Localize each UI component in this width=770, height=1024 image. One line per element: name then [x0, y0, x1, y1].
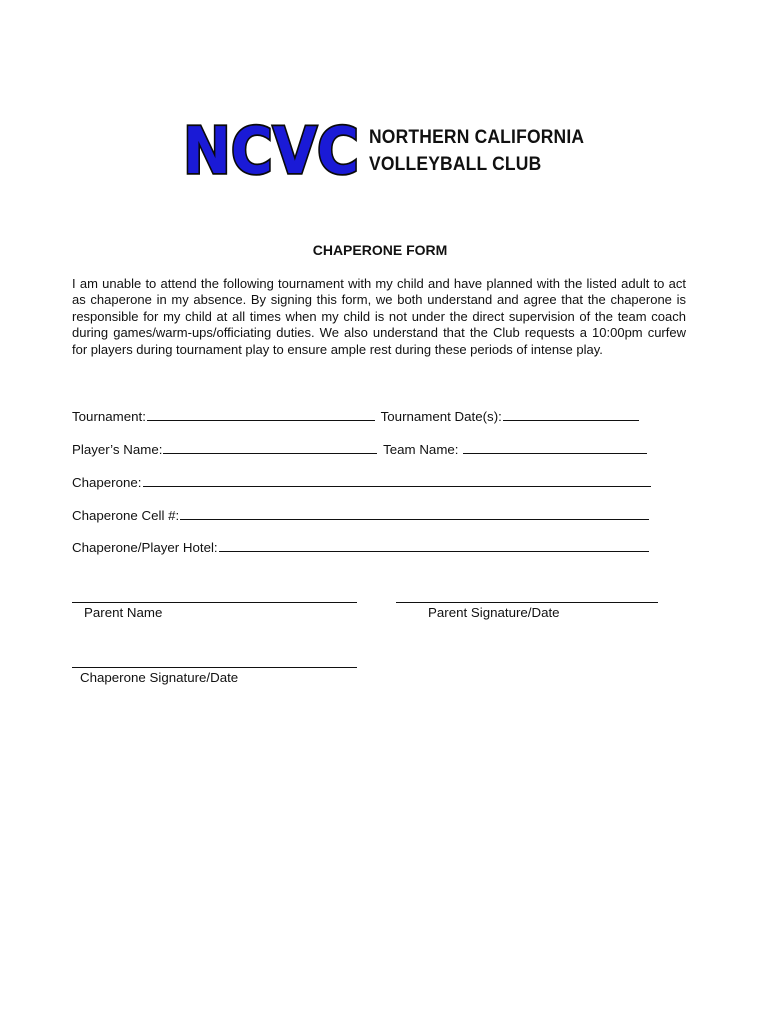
chaperone-cell-row — [72, 506, 649, 523]
chaperone-cell-label: Chaperone Cell #: — [72, 508, 180, 523]
chaperone-cell-field[interactable] — [180, 506, 649, 520]
hotel-row — [72, 538, 649, 555]
logo-mark-text: NCVC — [183, 118, 359, 180]
chaperone-row — [72, 473, 651, 490]
chaperone-signature-line[interactable] — [72, 667, 357, 668]
logo-line-2: VOLLEYBALL CLUB — [369, 154, 542, 175]
parent-name-line[interactable] — [72, 602, 357, 603]
players-name-label: Player’s Name: — [72, 442, 163, 457]
parent-signature-label: Parent Signature/Date — [428, 605, 560, 620]
tournament-dates-field[interactable] — [503, 407, 639, 421]
ncvc-logo — [183, 118, 583, 182]
logo-wordmark — [369, 124, 584, 178]
tournament-dates-label: Tournament Date(s): — [380, 409, 502, 424]
intro-paragraph: I am unable to attend the following tournament with my child and have planned with the listed adult to act as chaperone in my absence. By signing this form, we both understand and agree that the chaperone is responsible for my child at all times when my child is not under the direct supervision of the team coach during games/warm-ups/officiating duties. We also understand that the Club requests a 10:00pm curfew for players during tournament play to ensure ample rest during these periods of intense play. — [72, 276, 686, 357]
player-team-row — [72, 440, 647, 457]
form-title: CHAPERONE FORM — [312, 242, 448, 258]
tournament-label: Tournament: — [72, 409, 146, 424]
logo-line-1: NORTHERN CALIFORNIA — [369, 127, 585, 148]
ncvc-logo-mark — [183, 118, 361, 180]
chaperone-field[interactable] — [143, 473, 651, 487]
tournament-field[interactable] — [147, 407, 375, 421]
hotel-field[interactable] — [219, 538, 649, 552]
chaperone-label: Chaperone: — [72, 475, 142, 490]
team-name-field[interactable] — [463, 440, 647, 454]
parent-signature-line[interactable] — [396, 602, 658, 603]
chaperone-signature-label: Chaperone Signature/Date — [80, 670, 239, 685]
team-name-label: Team Name: — [383, 442, 459, 457]
hotel-label: Chaperone/Player Hotel: — [72, 540, 218, 555]
players-name-field[interactable] — [163, 440, 377, 454]
parent-name-label: Parent Name — [84, 605, 163, 620]
tournament-row — [72, 407, 639, 424]
